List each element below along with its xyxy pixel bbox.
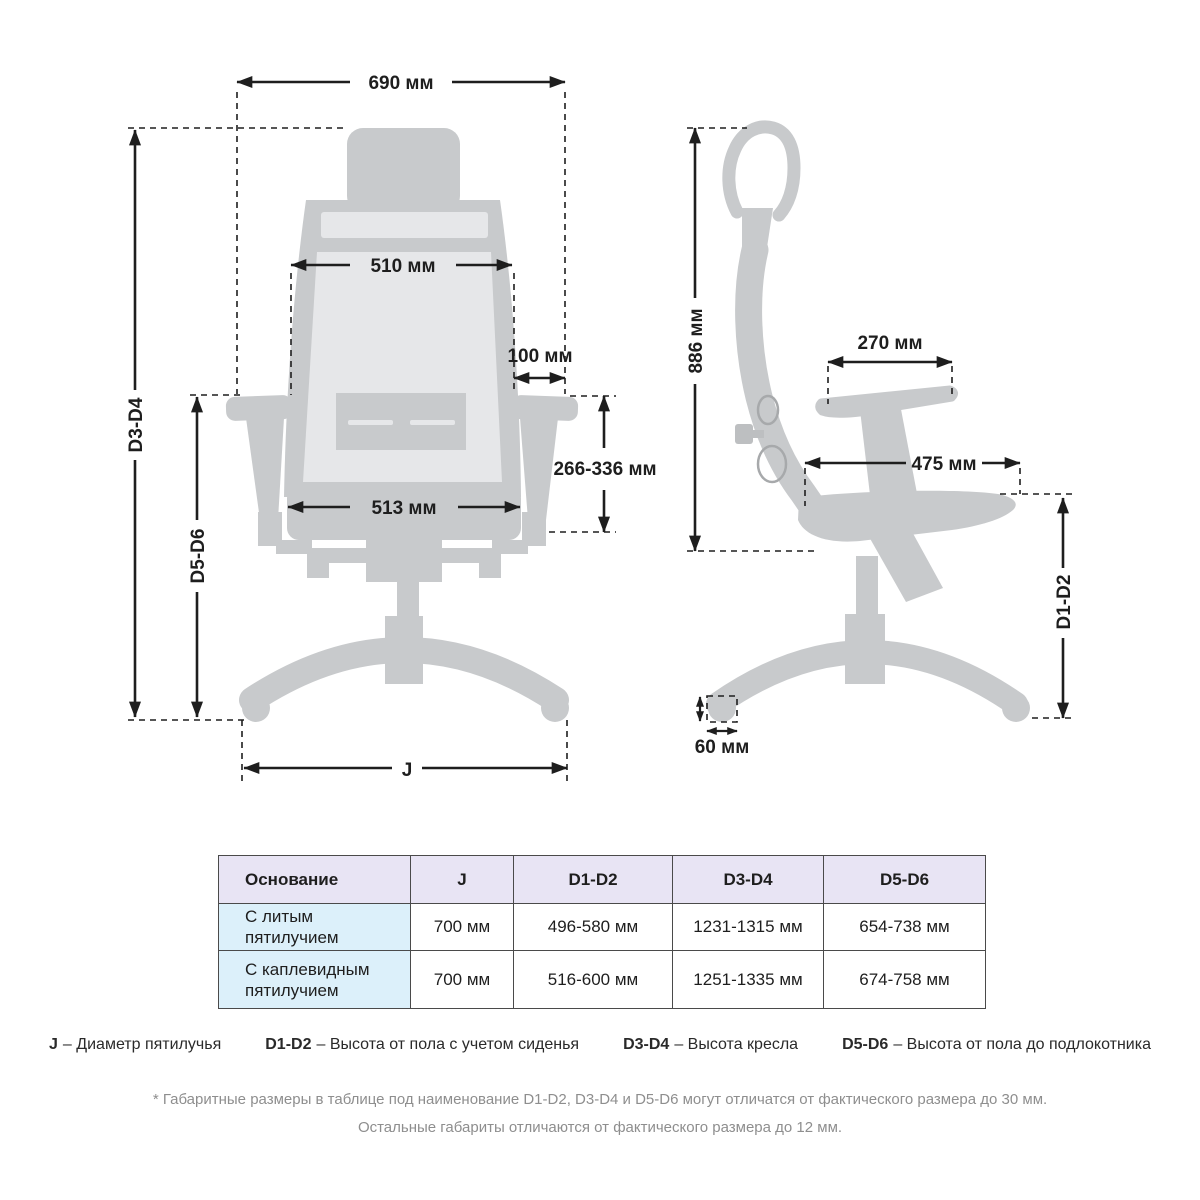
cell-value: 674-758 мм [824,951,986,1009]
side-seat [798,491,1016,542]
side-gas-lift [856,556,878,620]
side-left-caster [708,694,736,722]
dim-label-back-height: 886 мм [686,308,707,374]
dim-label-seat-width: 513 мм [371,498,437,519]
dim-label-floor-to-armrest: D5-D6 [188,528,209,584]
front-mechanism [366,540,442,582]
dim-label-seat-depth: 475 мм [911,454,977,475]
legend-item-d5d6 [842,1036,1151,1054]
front-right-armrest-pad [512,395,579,421]
cell-value: 1231-1315 мм [673,904,824,951]
front-lumbar-line [348,420,393,425]
table-header-row [219,856,986,904]
footnote-line-2: Остальные габариты отличаются от фактического размера до 12 мм. [357,1119,843,1136]
front-underseat-tab [479,548,501,578]
column-header-j: J [411,856,514,904]
cell-value: 496-580 мм [514,904,673,951]
chair-front-view [226,128,579,722]
front-right-caster [541,694,569,722]
row-label-cast-base: С литым пятилучием [219,904,411,951]
front-gas-lift [397,582,419,618]
dim-label-caster: 60 мм [694,737,750,758]
column-header-base: Основание [219,856,411,904]
table-row [219,951,986,1009]
dim-label-armrest-offset: 100 мм [507,346,573,367]
column-header-d3d4: D3-D4 [673,856,824,904]
dim-label-base-diameter: J [401,760,413,781]
cell-value: 654-738 мм [824,904,986,951]
side-right-caster [1002,694,1030,722]
row-label-teardrop-base: С каплевидным пятилучием [219,951,411,1009]
legend-desc: – Высота кресла [674,1036,799,1053]
legend [0,1036,1200,1054]
side-armrest-pad [819,389,955,414]
side-tension-knob [735,424,753,444]
dim-label-backrest-width: 510 мм [370,256,436,277]
cell-value: 516-600 мм [514,951,673,1009]
legend-desc: – Высота от пола до подлокотника [893,1036,1151,1053]
front-headrest [347,128,460,212]
legend-key: D1-D2 [265,1036,312,1053]
dim-label-seat-height: D1-D2 [1054,574,1075,630]
legend-key: D3-D4 [623,1036,670,1053]
front-lumbar-line [410,420,455,425]
dim-label-overall-width: 690 мм [368,73,434,94]
side-underseat-strut [868,528,943,602]
legend-key: J [49,1036,58,1053]
dim-label-armrest-height: 266-336 мм [553,459,657,480]
footnote [0,1086,1200,1142]
dim-label-armrest-length: 270 мм [857,333,923,354]
front-left-armrest-pad [226,395,293,421]
cell-value: 700 мм [411,904,514,951]
dim-label-chair-height: D3-D4 [126,397,147,453]
front-left-caster [242,694,270,722]
legend-item-j [49,1036,221,1054]
front-underseat-tab [307,548,329,578]
dimensions-table [218,855,986,1009]
cell-value: 1251-1335 мм [673,951,824,1009]
front-left-armrest-link [276,540,312,554]
column-header-d1d2: D1-D2 [514,856,673,904]
legend-item-d3d4 [623,1036,798,1054]
chair-side-view [708,127,1030,722]
cell-value: 700 мм [411,951,514,1009]
table-row [219,904,986,951]
front-right-armrest-post [520,418,558,520]
legend-desc: – Высота от пола с учетом сиденья [316,1036,580,1053]
legend-item-d1d2 [265,1036,579,1054]
side-knob-stem [752,430,764,438]
column-header-d5d6: D5-D6 [824,856,986,904]
footnote-line-1: * Габаритные размеры в таблице под наименование D1-D2, D3-D4 и D5-D6 могут отличатся от фактического размера до 30 мм. [152,1091,1048,1108]
side-headrest [729,127,794,215]
legend-key: D5-D6 [842,1036,889,1053]
legend-desc: – Диаметр пятилучья [62,1036,222,1053]
side-headrest-neck [742,208,773,254]
front-left-armrest-post [246,418,284,520]
front-backrest-slot [321,212,488,238]
